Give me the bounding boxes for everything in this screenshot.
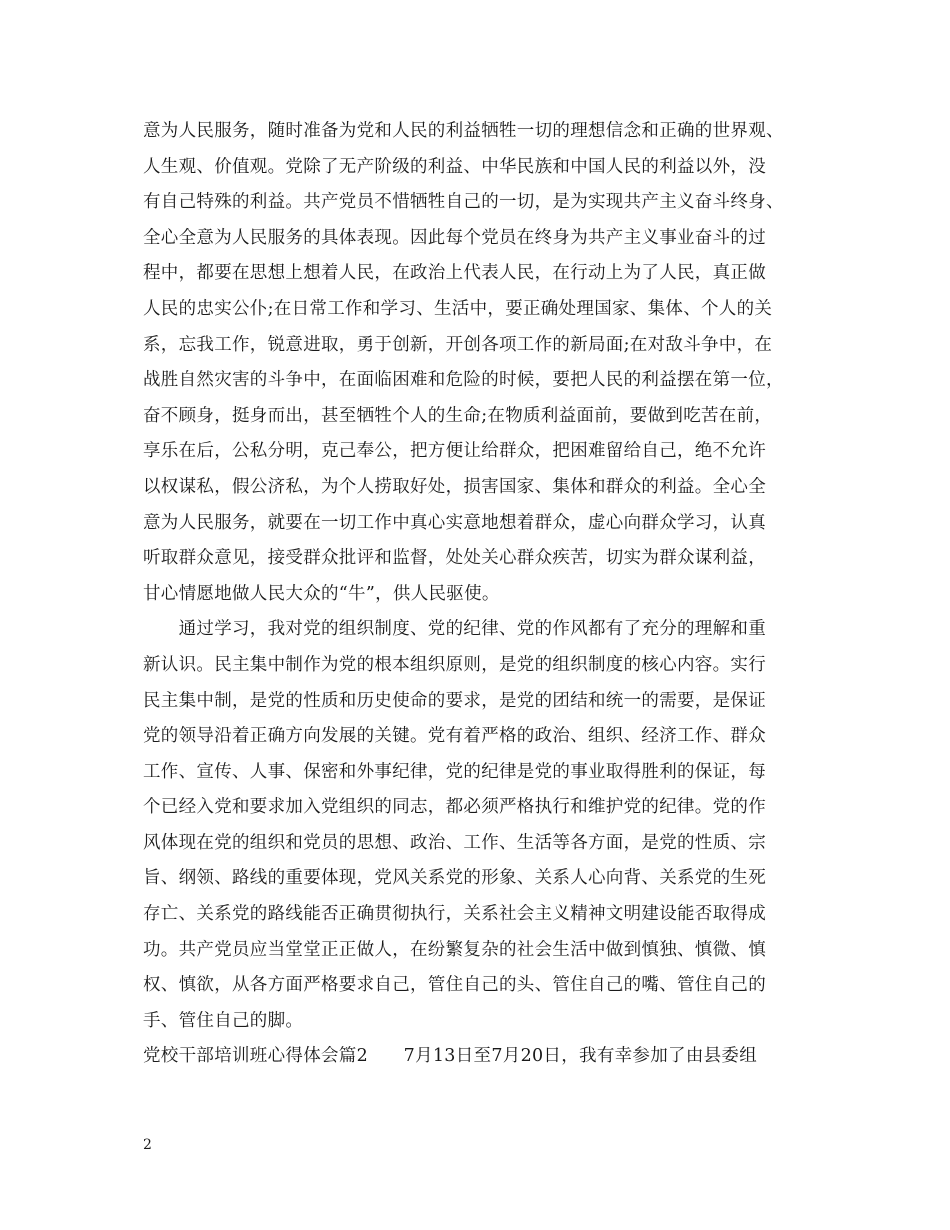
- text-line: 个已经入党和要求加入党组织的同志，都必须严格执行和维护党的纪律。党的作: [143, 797, 766, 818]
- text-line: 人民的忠实公仆;在日常工作和学习、生活中，要正确处理国家、集体、个人的关: [143, 298, 773, 319]
- text-line: 甘心情愿地做人民大众的“牛”，供人民驱使。: [143, 583, 500, 604]
- text-line: 存亡、关系党的路线能否正确贯彻执行，关系社会主义精神文明建设能否取得成: [143, 904, 766, 925]
- text-line: 程中，都要在思想上想着人民，在政治上代表人民，在行动上为了人民，真正做: [143, 263, 766, 284]
- text-line: 享乐在后，公私分明，克己奉公，把方便让给群众，把困难留给自己，绝不允许: [143, 441, 766, 462]
- text-line: 奋不顾身，挺身而出，甚至牺牲个人的生命;在物质利益面前，要做到吃苦在前，: [143, 405, 773, 426]
- text-line: 人生观、价值观。党除了无产阶级的利益、中华民族和中国人民的利益以外，没: [143, 156, 766, 177]
- text-line: 听取群众意见，接受群众批评和监督，处处关心群众疾苦，切实为群众谋利益，: [143, 548, 766, 569]
- text-line: 权、慎欲，从各方面严格要求自己，管住自己的头、管住自己的嘴、管住自己的: [143, 975, 766, 996]
- text-line: 旨、纲领、路线的重要体现，党风关系党的形象、关系人心向背、关系党的生死: [143, 868, 766, 889]
- text-line: 风体现在党的组织和党员的思想、政治、工作、生活等各方面，是党的性质、宗: [143, 832, 766, 853]
- text-line: 新认识。民主集中制作为党的根本组织原则，是党的组织制度的核心内容。实行: [143, 654, 766, 675]
- text-line: 战胜自然灾害的斗争中，在面临困难和危险的时候，要把人民的利益摆在第一位，: [143, 370, 784, 391]
- text-line: 系，忘我工作，锐意进取，勇于创新，开创各项工作的新局面;在对敌斗争中，在: [143, 334, 773, 355]
- text-line: 功。共产党员应当堂堂正正做人，在纷繁复杂的社会生活中做到慎独、慎微、慎: [143, 939, 766, 960]
- text-line: 民主集中制，是党的性质和历史使命的要求，是党的团结和统一的需要，是保证: [143, 690, 766, 711]
- text-line: 通过学习，我对党的组织制度、党的纪律、党的作风都有了充分的理解和重: [143, 619, 766, 640]
- body-text: [143, 114, 823, 1075]
- page-number: 2: [143, 1137, 152, 1153]
- text-line: 以权谋私，假公济私，为个人捞取好处，损害国家、集体和群众的利益。全心全: [143, 476, 766, 497]
- text-line: 意为人民服务，就要在一切工作中真心实意地想着群众，虚心向群众学习，认真: [143, 512, 766, 533]
- text-line: 工作、宣传、人事、保密和外事纪律，党的纪律是党的事业取得胜利的保证，每: [143, 761, 766, 782]
- text-line: 手、管住自己的脚。: [143, 1010, 304, 1031]
- text-line: 全心全意为人民服务的具体表现。因此每个党员在终身为共产主义事业奋斗的过: [143, 227, 766, 248]
- text-line: 意为人民服务，随时准备为党和人民的利益牺牲一切的理想信念和正确的世界观、: [143, 121, 784, 141]
- text-line: 党校干部培训班心得体会篇2 7月13日至7月20日，我有幸参加了由县委组: [143, 1046, 758, 1067]
- text-line: 有自己特殊的利益。共产党员不惜牺牲自己的一切，是为实现共产主义奋斗终身、: [143, 192, 784, 213]
- text-line: 党的领导沿着正确方向发展的关键。党有着严格的政治、组织、经济工作、群众: [143, 726, 766, 747]
